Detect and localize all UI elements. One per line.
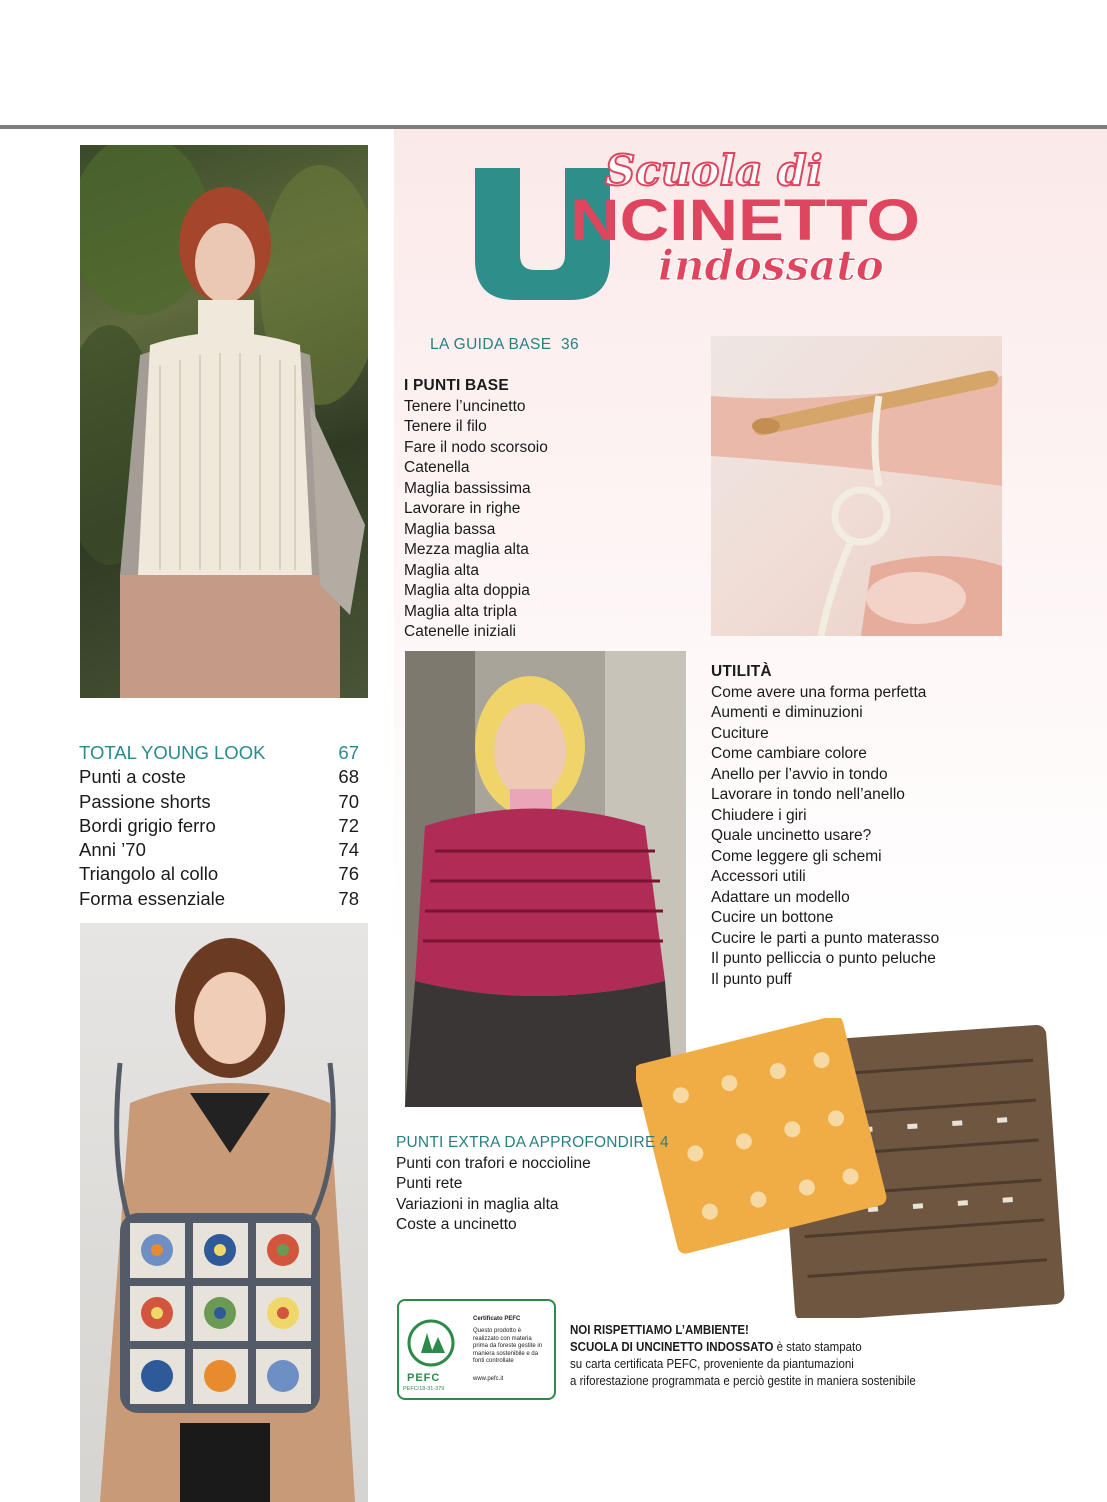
toc-page: 72 — [338, 814, 359, 836]
logo-script-top: Scuola di — [605, 146, 823, 195]
pefc-cert-title: Certificato PEFC — [473, 1316, 521, 1322]
pefc-brand: PEFC — [407, 1372, 441, 1384]
list-item: Maglia alta tripla — [404, 602, 517, 620]
list-item: Tenere il filo — [404, 418, 487, 435]
list-item: Tenere l’uncinetto — [404, 397, 526, 415]
toc-label: Triangolo al collo — [79, 863, 219, 885]
list-item: Punti con trafori e noccioline — [396, 1154, 591, 1172]
list-item: Coste a uncinetto — [396, 1216, 517, 1233]
toc-row — [79, 790, 359, 814]
punti-base-title: I PUNTI BASE — [404, 377, 509, 394]
eco-line-2 — [570, 1339, 916, 1356]
toc-page: 68 — [338, 766, 359, 788]
utilita-title: UTILITÀ — [711, 663, 772, 680]
toc-label: Punti a coste — [79, 766, 186, 788]
list-item: Fare il nodo scorsoio — [404, 438, 548, 456]
photo-crochet-hook — [711, 336, 1002, 636]
photo-cream-vest — [80, 145, 368, 698]
magazine-logo — [470, 140, 950, 310]
punti-base-section — [404, 376, 548, 643]
list-item: Cuciture — [711, 724, 769, 742]
list-item: Accessori utili — [711, 868, 806, 885]
toc-row — [79, 862, 359, 886]
pefc-certificate — [397, 1299, 556, 1400]
toc-row — [79, 887, 359, 911]
photo-granny-bag — [80, 923, 368, 1502]
list-item: Adattare un modello — [711, 888, 850, 906]
list-item: Cucire un bottone — [711, 909, 834, 926]
list-item: Il punto puff — [711, 970, 792, 988]
logo-word: NCINETTO — [570, 188, 920, 253]
pefc-code: PEFC/18-31-379 — [403, 1386, 445, 1392]
list-item: Come cambiare colore — [711, 745, 867, 762]
toc-label: Passione shorts — [79, 790, 211, 812]
toc-page: 74 — [338, 839, 359, 861]
toc-row — [79, 765, 359, 789]
list-item: Come leggere gli schemi — [711, 847, 882, 865]
list-item: Maglia alta doppia — [404, 582, 530, 599]
guida-base-page: 36 — [560, 336, 579, 353]
list-item: Quale uncinetto usare? — [711, 827, 872, 844]
toc-label: Bordi grigio ferro — [79, 814, 216, 836]
list-item: Maglia bassissima — [404, 479, 531, 497]
list-item: Maglia alta — [404, 561, 479, 579]
pefc-logo-icon — [407, 1319, 455, 1371]
list-item: Cucire le parti a punto materasso — [711, 929, 940, 947]
list-item: Come avere una forma perfetta — [711, 683, 927, 701]
eco-line-3: su carta certificata PEFC, proveniente da piantumazioni — [570, 1357, 854, 1371]
toc-label: TOTAL YOUNG LOOK — [79, 742, 266, 763]
toc-row — [79, 741, 359, 765]
list-item: Aumenti e diminuzioni — [711, 704, 863, 721]
toc-page: 67 — [338, 742, 359, 763]
toc-label: Forma essenziale — [79, 887, 226, 909]
list-item: Lavorare in righe — [404, 500, 521, 517]
toc-page: 76 — [338, 863, 359, 885]
logo-script-bottom: indossato — [658, 241, 884, 290]
eco-rest: è stato stampato — [773, 1340, 862, 1354]
toc-total-young-look — [79, 741, 359, 911]
pefc-url: www.pefc.it — [473, 1376, 504, 1382]
list-item: Maglia bassa — [404, 520, 496, 538]
list-item: Lavorare in tondo nell’anello — [711, 786, 905, 803]
list-item: Anello per l’avvio in tondo — [711, 765, 888, 783]
guida-base-heading — [430, 335, 579, 356]
list-item: Mezza maglia alta — [404, 541, 529, 558]
guida-base-label: LA GUIDA BASE — [430, 336, 552, 353]
list-item: Variazioni in maglia alta — [396, 1195, 559, 1213]
eco-note — [570, 1322, 946, 1390]
eco-bold-title: SCUOLA DI UNCINETTO INDOSSATO — [570, 1340, 774, 1354]
punti-extra-section — [396, 1133, 669, 1236]
toc-label: Anni ’70 — [79, 839, 146, 861]
list-item: Chiudere i giri — [711, 806, 807, 824]
eco-line-4: a riforestazione programmata e perciò gestite in maniera sostenibile — [570, 1374, 916, 1388]
list-item: Catenella — [404, 459, 470, 476]
pefc-cert-text: Questo prodotto è realizzato con materia prima da foreste gestite in maniera sostenibile e da fonti controllate — [473, 1328, 543, 1364]
toc-page: 70 — [338, 790, 359, 812]
list-item: Catenelle iniziali — [404, 623, 517, 640]
eco-headline: NOI RISPETTIAMO L’AMBIENTE! — [570, 1323, 749, 1337]
toc-row — [79, 814, 359, 838]
crochet-swatches — [636, 1018, 1068, 1318]
utilita-section — [711, 662, 939, 990]
toc-row — [79, 838, 359, 862]
toc-page: 78 — [338, 887, 359, 909]
punti-extra-title: PUNTI EXTRA DA APPROFONDIRE 4 — [396, 1134, 669, 1151]
list-item: Punti rete — [396, 1175, 463, 1192]
list-item: Il punto pelliccia o punto peluche — [711, 950, 936, 967]
